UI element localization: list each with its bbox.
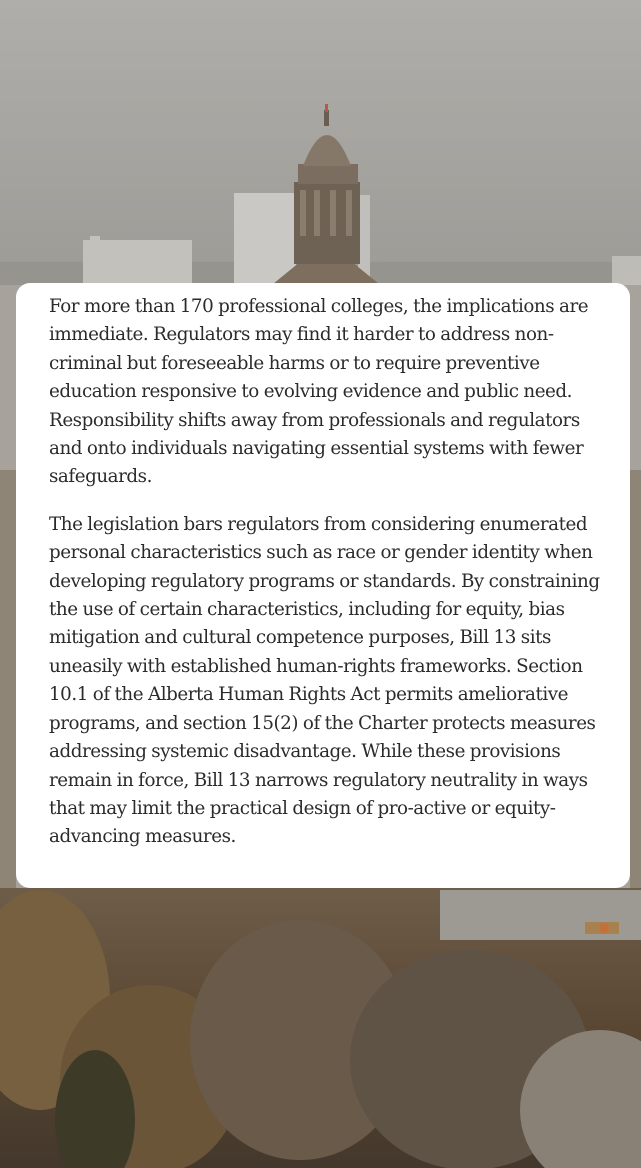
article-card	[16, 283, 630, 888]
paragraph-implications: For more than 170 professional colleges, the implications are immediate. Regulators may find it harder to address non-criminal but foreseeable harms or to require preventive education responsive to evolving evidence and public need. Responsibility shifts away from professionals and regulators and onto individuals navigating essential systems with fewer safeguards.	[49, 296, 589, 488]
paragraph-legislation: The legislation bars regulators from considering enumerated personal characteristics such as race or gender identity when developing regulatory programs or standards. By constraining the use of certain characteristics, including for equity, bias mitigation and cultural competence purposes, Bill 13 sits uneasily with established human-rights frameworks. Section 10.1 of the Alberta Human Rights Act permits ameliorative programs, and section 15(2) of the Charter protects measures addressing systemic disadvantage. While these provisions remain in force, Bill 13 narrows regulatory neutrality in ways that may limit the practical design of pro-active or equity-advancing measures.	[49, 513, 600, 848]
